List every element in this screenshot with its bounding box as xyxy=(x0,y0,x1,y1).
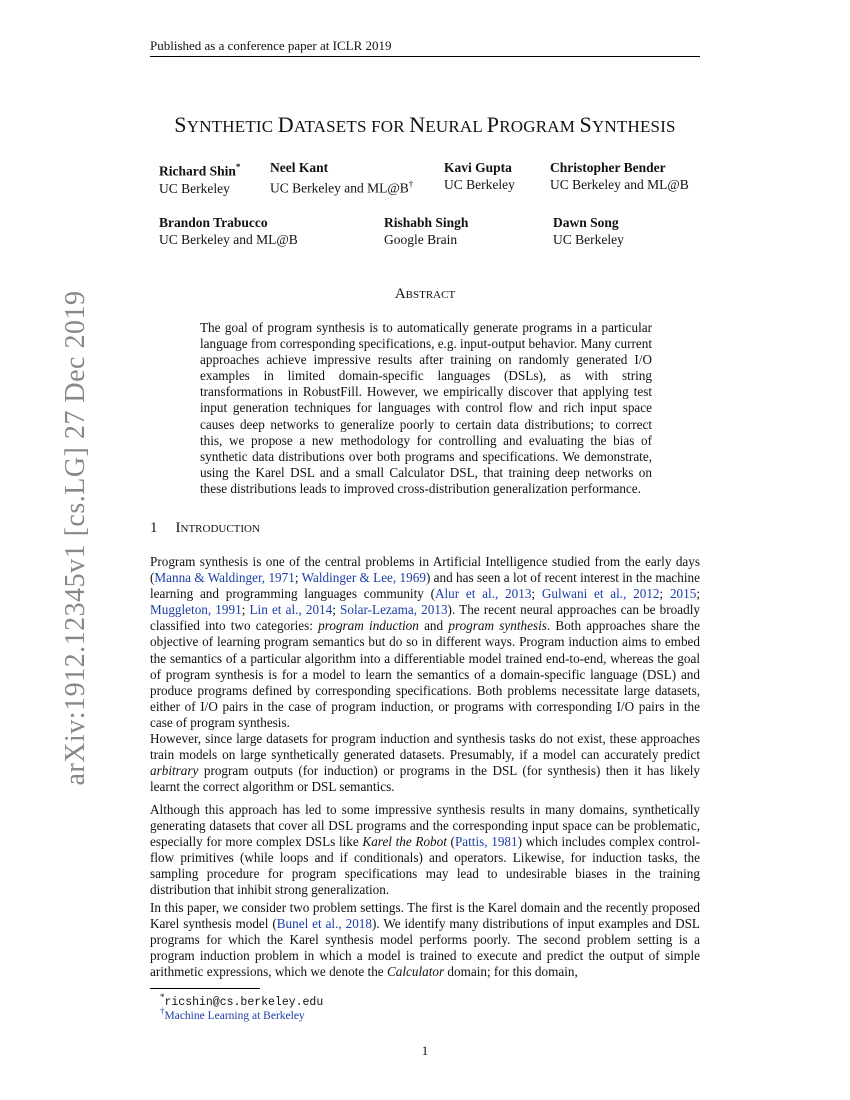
author-block xyxy=(159,214,298,248)
author-name: Rishabh Singh xyxy=(384,215,469,230)
author-affiliation: UC Berkeley xyxy=(553,232,624,247)
intro-paragraph-4: In this paper, we consider two problem settings. The first is the Karel domain and the recently proposed Karel synthesis model (Bunel et al., 2018). We identify many distributions of input examples and DSL programs for which the Karel synthesis model performs poorly. The second problem setting is a program induction problem in which a model is trained to execute and predict the output of simple arithmetic expressions, which we denote the Calculator domain; for this domain, xyxy=(150,900,700,980)
footnote-2: †Machine Learning at Berkeley xyxy=(160,1006,305,1022)
author-block xyxy=(384,214,468,248)
footnote-1: *ricshin@cs.berkeley.edu xyxy=(160,992,324,1009)
author-name: Brandon Trabucco xyxy=(159,215,268,230)
citation-link[interactable]: Lin et al., 2014 xyxy=(249,602,333,618)
author-name: Dawn Song xyxy=(553,215,619,230)
citation-link[interactable]: Solar-Lezama, 2013 xyxy=(340,602,448,618)
citation-link[interactable]: Manna & Waldinger, 1971 xyxy=(154,570,295,586)
footnote-rule xyxy=(150,988,260,989)
author-block: Richard Shin* UC Berkeley xyxy=(159,162,241,196)
author-affiliation: UC Berkeley xyxy=(159,180,230,196)
arxiv-sidebar xyxy=(18,283,91,793)
citation-link[interactable]: Pattis, 1981 xyxy=(454,834,518,850)
author-block xyxy=(553,214,624,248)
author-block: Neel Kant UC Berkeley and ML@B† xyxy=(270,160,414,196)
citation-link[interactable]: Bunel et al., 2018 xyxy=(276,916,372,932)
citation-link[interactable]: Muggleton, 1991 xyxy=(150,602,242,618)
author-affiliation: UC Berkeley xyxy=(444,177,515,192)
intro-paragraph-2: However, since large datasets for program induction and synthesis tasks do not exist, these approaches train models on large synthetically generated datasets. Presumably, if a model can accurately predict arbitrary program outputs (for induction) or programs in the DSL (for synthesis) then it has likely learnt the correct algorithm or DSL semantics. xyxy=(150,731,700,795)
citation-link[interactable]: Alur et al., 2013 xyxy=(434,586,532,602)
citation-link[interactable]: 2015 xyxy=(669,586,697,602)
author-affiliation: UC Berkeley and ML@B xyxy=(270,180,409,196)
footnote-link[interactable]: Machine Learning at Berkeley xyxy=(164,1009,305,1022)
arxiv-id[interactable]: arXiv:1912.12345v1 [cs.LG] 27 Dec 2019 xyxy=(60,290,91,786)
author-affiliation: UC Berkeley and ML@B xyxy=(159,232,298,247)
author-affiliation: UC Berkeley and ML@B xyxy=(550,177,689,192)
author-name: Richard Shin xyxy=(159,163,236,179)
section-heading: 1 Introduction xyxy=(150,520,260,536)
abstract-text: The goal of program synthesis is to automatically generate programs in a particular language from corresponding specifications, e.g. input-output behavior. Many current approaches achieve impressive results after training on randomly generated I/O examples in limited domain-specific languages (DSLs), as with string transformations in RobustFill. However, we empirically discover that applying test input generation techniques for languages with control flow and rich input space causes deep networks to generalize poorly to certain data distributions; to correct this, we propose a new methodology for controlling and evaluating the bias of synthetic data distributions over both programs and specifications. We demonstrate, using the Karel DSL and a small Calculator DSL, that training deep networks on these distributions leads to improved cross-distribution generalization performance. xyxy=(200,320,652,496)
citation-link[interactable]: Waldinger & Lee, 1969 xyxy=(301,570,426,586)
abstract-heading: Abstract xyxy=(394,286,456,302)
author-name: Christopher Bender xyxy=(550,160,666,175)
author-name: Kavi Gupta xyxy=(444,160,512,175)
author-name: Neel Kant xyxy=(270,160,329,175)
paper-title: SYNTHETIC DATASETS FOR NEURAL PROGRAM SYNTHESIS xyxy=(174,112,676,137)
author-block xyxy=(444,159,515,193)
author-block xyxy=(550,159,689,193)
running-header: Published as a conference paper at ICLR 2019 xyxy=(150,38,392,53)
citation-link[interactable]: Gulwani et al., 2012 xyxy=(541,586,660,602)
page-number: 1 xyxy=(421,1043,429,1058)
header-rule xyxy=(150,56,700,57)
author-affiliation: Google Brain xyxy=(384,232,458,247)
intro-paragraph-3: Although this approach has led to some impressive synthesis results in many domains, synthetically generating datasets that cover all DSL programs and the corresponding input space can be problematic, especially for more complex DSLs like Karel the Robot (Pattis, 1981) which includes complex control-flow primitives (while loops and if conditionals) and operators. Likewise, for induction tasks, the sampling procedure for program specifications may lead to undesirable biases in the training distribution that inhibit strong generalization. xyxy=(150,802,700,898)
intro-paragraph-1: Program synthesis is one of the central problems in Artificial Intelligence studied from the early days (Manna & Waldinger, 1971; Waldinger & Lee, 1969) and has seen a lot of recent interest in the machine learning and programming languages community (Alur et al., 2013; Gulwani et al., 2012; 2015; Muggleton, 1991; Lin et al., 2014; Solar-Lezama, 2013). The recent neural approaches can be broadly classified into two categories: program induction and program synthesis. Both approaches share the objective of learning program semantics but do so in different ways. Program induction aims to embed the semantics of a particular algorithm into a differentiable model trained end-to-end, whereas the goal of program synthesis is for a model to learn the semantics of a domain-specific language (DSL) and produce programs defined by corresponding specifications. Both problems necessitate large datasets, either of I/O pairs in the case of program induction, or programs with corresponding I/O pairs in the case of program synthesis. xyxy=(150,554,700,730)
footnote-email: ricshin@cs.berkeley.edu xyxy=(164,995,324,1009)
